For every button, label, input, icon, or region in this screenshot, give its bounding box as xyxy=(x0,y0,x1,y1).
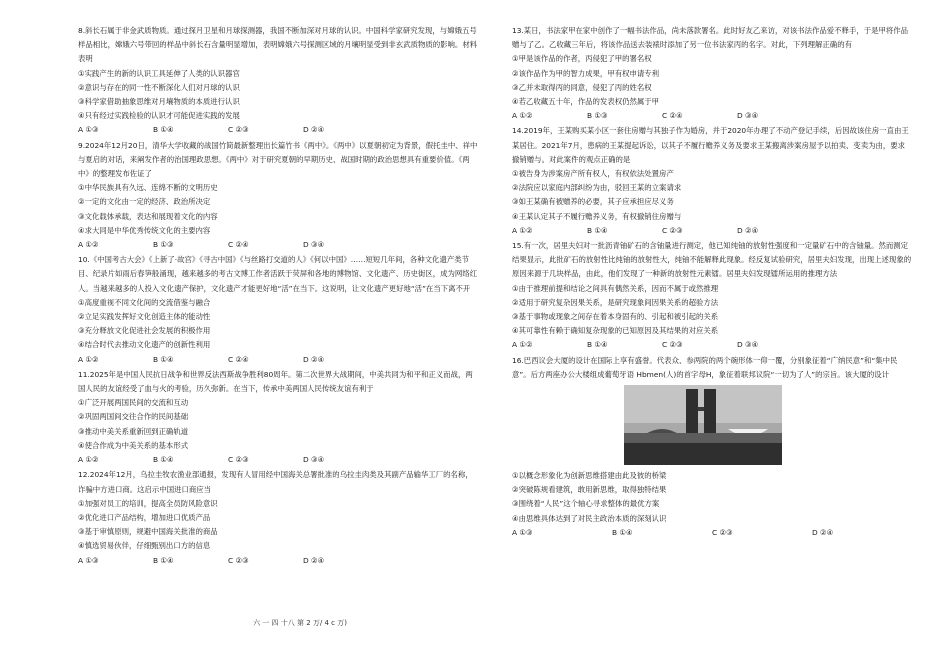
choice-d[interactable]: D ③④ xyxy=(737,111,759,121)
option: ④使合作成为中美关系的基本形式 xyxy=(78,440,189,450)
option: ①甲是该作品的作者，丙侵犯了甲的署名权 xyxy=(512,54,652,64)
choice-c[interactable]: C ②③ xyxy=(662,225,683,235)
option: ②意识与存在的同一性不断深化人们对月球的认识 xyxy=(78,82,240,92)
choice-d[interactable]: D ②④ xyxy=(303,354,325,364)
choice-d[interactable]: D ③④ xyxy=(303,240,325,250)
choice-a[interactable]: A ①③ xyxy=(78,125,99,135)
choice-c[interactable]: C ②③ xyxy=(662,340,683,350)
page-footer: 六 一 四 十八 第 2 万/ 4 c 万) xyxy=(253,619,347,627)
answer-choices xyxy=(512,224,912,238)
choice-b[interactable]: B ①④ xyxy=(153,455,174,465)
option: ②突破陈规看建筑，敢用新思维，取得独特结果 xyxy=(512,485,667,495)
right-column xyxy=(512,24,912,541)
left-column xyxy=(78,24,478,569)
choice-b[interactable]: B ①④ xyxy=(153,354,174,364)
choice-c[interactable]: C ②④ xyxy=(228,240,249,250)
question-stem: 8.斜长石属于非金武质物质。通过探月卫星和月球探测器，我国不断加深对月球的认识。中国科学家研究发现，与嫦娥五号样品相比，嫦娥六号带回的样品中斜长石含量明显增加，表明嫦娥六号探测区域的月壤明显受到非玄武质物质的影响。材料表明 xyxy=(78,26,478,64)
choice-b[interactable]: B ①④ xyxy=(587,225,608,235)
choice-c[interactable]: C ②③ xyxy=(712,527,733,537)
option: ②法院应以家庭内部纠纷为由，驳回王某的立案请求 xyxy=(512,183,682,193)
choice-a[interactable]: A ①② xyxy=(78,455,99,465)
choice-c[interactable]: C ②③ xyxy=(228,555,249,565)
question-stem: 10.《中国考古大会》《上新了·故宫》《寻古中国》《与丝路打交道的人》《何以中国》……短短几年间，各种文化遗产类节目、纪录片如雨后春笋般涌现，越来越多的考古文博工作者活跃于荧屏和各地的博物馆、文化遗产、历史街区，成为网络红人。当越来越多的人投入文化遗产保护，文化遗产才能更好地“活”在当下。这说明，让文化遗产更好地“活”在当下离不开 xyxy=(78,255,478,293)
choice-a[interactable]: A ①② xyxy=(512,340,533,350)
answer-choices xyxy=(78,453,478,467)
question-15 xyxy=(512,239,912,353)
answer-choices xyxy=(78,238,478,252)
choice-b[interactable]: B ①③ xyxy=(153,240,174,250)
option: ②适用于研究复杂因果关系，是研究现象间因果关系的超验方法 xyxy=(512,297,719,307)
choice-b[interactable]: B ①③ xyxy=(587,111,608,121)
question-8 xyxy=(78,24,478,138)
option: ③推动中美关系重新回到正确轨道 xyxy=(78,426,189,436)
question-9 xyxy=(78,139,478,253)
option: ①被告身为涉案房产所有权人，有权依法处置房产 xyxy=(512,169,674,179)
option: ①广泛开展两国民间的交流和互动 xyxy=(78,398,189,408)
question-stem: 11.2025年是中国人民抗日战争和世界反法西斯战争胜利80周年。第二次世界大战期间，中美共同为和平和正义而战，两国人民的友谊经受了血与火的考验，历久弥新。在当下，传承中美两国人民传统友谊有利于 xyxy=(78,369,473,394)
option: ④求大同是中华优秀传统文化的主要内容 xyxy=(78,225,211,235)
option: ③充分释放文化促进社会发展的积极作用 xyxy=(78,326,211,336)
choice-b[interactable]: B ①④ xyxy=(153,555,174,565)
question-stem: 9.2024年12月20日，清华大学收藏的战国竹简最新整理出长篇竹书《两中》。《两中》以夏朝初定为背景，假托圭中、祥中与夏启的对话，来阐发作者的治国理政思想。《两中》对于研究夏朝的早期历史、战国时期的政治思想具有重要价值。《两中》的整理发布佐证了 xyxy=(78,140,478,179)
question-10 xyxy=(78,253,478,367)
question-11 xyxy=(78,368,478,467)
choice-c[interactable]: C ②④ xyxy=(228,354,249,364)
question-stem: 13.某日，书法家甲在家中创作了一幅书法作品，尚未落款署名。此时好友乙来访，对该书法作品爱不释手，于是甲将作品赠与了乙。乙收藏三年后，将该作品送去装裱时添加了另一位书法家丙的名字。对此，下列理解正确的有 xyxy=(512,26,909,50)
answer-choices xyxy=(78,554,478,568)
choice-b[interactable]: B ①④ xyxy=(587,340,608,350)
option: ④若乙收藏五十年，作品的发表权仍然属于甲 xyxy=(512,97,660,107)
option: ②优化进口产品结构，增加进口优质产品 xyxy=(78,512,211,522)
option: ①实践产生的新的认识工具延伸了人类的认识器官 xyxy=(78,68,240,78)
choice-a[interactable]: A ①③ xyxy=(512,527,533,537)
choice-d[interactable]: D ②④ xyxy=(303,555,325,565)
choice-a[interactable]: A ①② xyxy=(512,225,533,235)
option: ②立足实践发挥好文化创造主体的能动性 xyxy=(78,312,211,322)
option: ④结合时代去推动文化遗产的创新性利用 xyxy=(78,340,211,350)
question-12 xyxy=(78,468,478,567)
option: ②一定的文化由一定的经济、政治所决定 xyxy=(78,197,211,207)
choice-b[interactable]: B ①④ xyxy=(153,125,174,135)
option: ③文化载体承载，表达和展现着文化的内容 xyxy=(78,211,218,221)
answer-choices xyxy=(512,109,912,123)
choice-d[interactable]: D ②④ xyxy=(812,527,834,537)
option: ①以概念形象化为创新思维搭建由此及彼的桥梁 xyxy=(512,471,667,481)
parliament-photo xyxy=(624,385,782,465)
option: ③如王某确有被赠养的必要，其子应承担应尽义务 xyxy=(512,197,674,207)
choice-a[interactable]: A ①③ xyxy=(78,555,99,565)
option: ①由于推理前提和结论之间具有偶然关系，因而不属于或然推理 xyxy=(512,283,719,293)
option: ④其可靠性有赖于确知复杂现象的已知原因及其结果的对应关系 xyxy=(512,326,719,336)
option: ④由思维具体达到了对民主政治本质的深刻认识 xyxy=(512,513,667,523)
option: ③科学家借助抽象思维对月壤物质的本质进行认识 xyxy=(78,97,240,107)
choice-c[interactable]: C ②③ xyxy=(228,125,249,135)
parliament-building-image xyxy=(624,385,782,465)
choice-d[interactable]: D ②④ xyxy=(737,225,759,235)
option: ④慎选贸易伙伴，仔细甄别出口方的信息 xyxy=(78,541,211,551)
option: ③基于审慎原则，规避中国海关批准的商品 xyxy=(78,527,218,537)
question-stem: 14.2019年，王某购买某小区一套住房赠与其独子作为婚房，并于2020年办理了不动产登记手续，后因故该住房一直由王某居住。2021年7月，患病的王某提起诉讼，以其子不履行赡养义务及要求王某搬离涉案房屋予以拍卖、变卖为由，要求撤销赠与。对此案件的观点正确的是 xyxy=(512,126,909,164)
question-stem: 15.有一次，居里夫妇对一批沥青铀矿石的含铀量进行测定，他已知纯铀的放射性强度和一定量矿石中的含铀量。然而测定结果显示，此批矿石的放射性比纯铀的放射性大，纯铀不能解释此现象。经反复试验研究，居里夫妇发现，出现上述现象的原因来源于几块样品，由此，他们发现了一种新的放射性元素镭。居里夫妇发现镭所运用的推理方法 xyxy=(512,241,912,279)
answer-choices xyxy=(78,123,478,137)
choice-d[interactable]: D ③④ xyxy=(737,340,759,350)
question-stem: 16.巴西议会大厦的设计在国际上享有盛誉。代表众、参两院的两个碗形体一仰一覆，分别象征着“广纳民意”和“集中民意”。后方两座办公大楼组成葡萄牙语 Hbmen(人)的首字母H，象征着联邦议院“一切为了人”的宗旨。该大厦的设计 xyxy=(512,355,898,379)
option: ③围绕着“人民”这个轴心寻求整体的最优方案 xyxy=(512,499,660,509)
option: ④只有经过实践检验的认识才可能促进实践的发展 xyxy=(78,111,240,121)
question-stem: 12.2024年12月，乌拉圭牧农渔业部通报，发现有人冒用经中国海关总署批准的乌拉圭肉类及其副产品输华工厂的名称，诈骗中方进口商。这启示中国进口商应当 xyxy=(78,470,473,494)
question-13 xyxy=(512,24,912,123)
choice-c[interactable]: C ②④ xyxy=(662,111,683,121)
answer-choices xyxy=(78,353,478,367)
question-16 xyxy=(512,354,912,540)
choice-c[interactable]: C ②③ xyxy=(228,455,249,465)
choice-b[interactable]: B ①④ xyxy=(612,527,633,537)
option: ①加强对员工的培训，提高全员防风险意识 xyxy=(78,498,218,508)
choice-d[interactable]: D ③④ xyxy=(303,455,325,465)
answer-choices xyxy=(512,338,912,352)
option: ③乙并未取得丙的同意，侵犯了丙的姓名权 xyxy=(512,82,652,92)
choice-a[interactable]: A ①② xyxy=(78,354,99,364)
option: ③基于事物或现象之间存在着本身固有的、引起和被引起的关系 xyxy=(512,312,719,322)
choice-a[interactable]: A ①② xyxy=(78,240,99,250)
option: ①中华民族具有久远、连绵不断的文明历史 xyxy=(78,183,218,193)
choice-a[interactable]: A ①② xyxy=(512,111,533,121)
option: ④王某认定其子不履行赡养义务，有权撤销住房赠与 xyxy=(512,211,682,221)
option: ①高度重视不同文化间的交流借鉴与融合 xyxy=(78,297,211,307)
question-14 xyxy=(512,124,912,238)
option: ②巩固两国间交往合作的民间基础 xyxy=(78,412,189,422)
option: ②该作品作为甲的智力成果，甲有权申请专利 xyxy=(512,68,660,78)
choice-d[interactable]: D ②④ xyxy=(303,125,325,135)
answer-choices xyxy=(512,526,912,540)
